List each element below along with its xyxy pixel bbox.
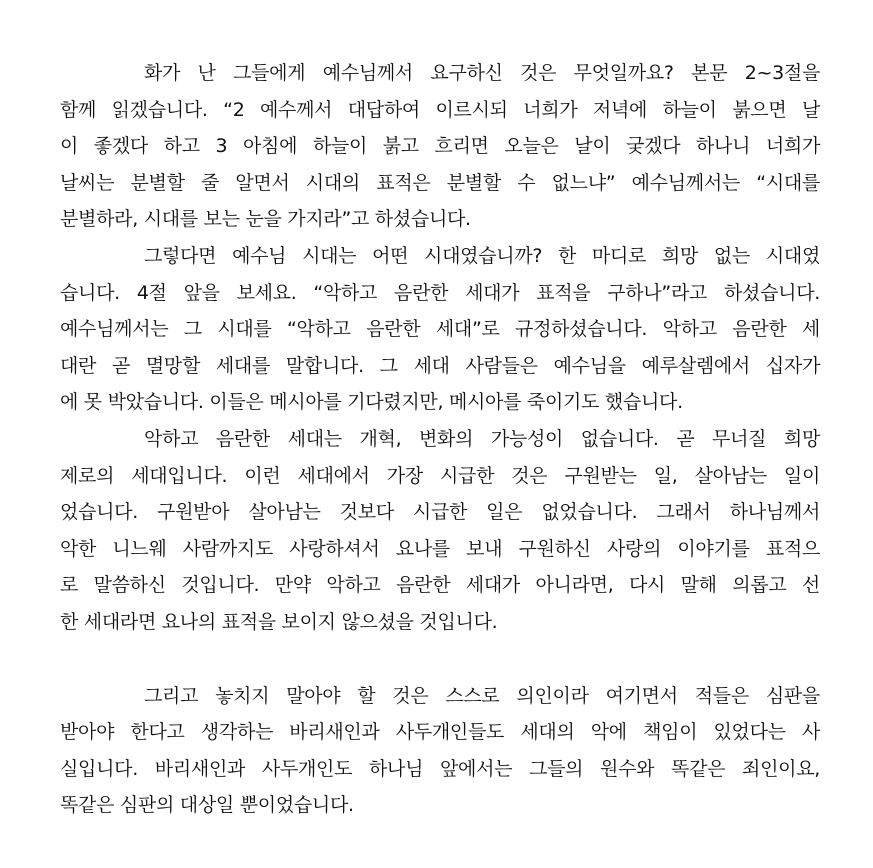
text-line: 분별하라, 시대를 보는 눈을 가지라”고 하셨습니다. [60,208,471,231]
paragraph-1 [60,55,820,238]
text-line: 받아야 한다고 생각하는 바리새인과 사두개인들도 세대의 악에 책임이 있었다는 사 [60,721,820,744]
text-line: 실입니다. 바리새인과 사두개인도 하나님 앞에서는 그들의 원수와 똑같은 죄인이요, [60,757,820,780]
text-line: 그렇다면 예수님 시대는 어떤 시대였습니까? 한 마디로 희망 없는 시대였 [144,244,820,267]
text-line: 제로의 세대입니다. 이런 세대에서 가장 시급한 것은 구원받는 일, 살아남는 일이 [60,464,820,487]
text-line: 한 세대라면 요나의 표적을 보이지 않으셨을 것입니다. [60,610,498,633]
text-line: 었습니다. 구원받아 살아남는 것보다 시급한 일은 없었습니다. 그래서 하나님께서 [60,501,820,524]
paragraph-3 [60,421,820,641]
text-line: 그리고 놓치지 말아야 할 것은 스스로 의인이라 여기면서 적들은 심판을 [144,684,820,707]
text-line: 로 말씀하신 것입니다. 만약 악하고 음란한 세대가 아니라면, 다시 말해 의롭고 선 [60,574,820,597]
text-line: 똑같은 심판의 대상일 뿐이었습니다. [60,794,354,817]
document-body [60,55,820,824]
text-line: 악하고 음란한 세대는 개혁, 변화의 가능성이 없습니다. 곧 무너질 희망 [144,427,820,450]
paragraph-2 [60,238,820,421]
text-line: 예수님께서는 그 시대를 “악하고 음란한 세대”로 규정하셨습니다. 악하고 음란한 세 [60,318,820,341]
text-line: 대란 곧 멸망할 세대를 말합니다. 그 세대 사람들은 예수님을 예루살렘에서 십자가 [60,354,820,377]
text-line: 습니다. 4절 앞을 보세요. “악하고 음란한 세대가 표적을 구하나”라고 하셨습니다. [60,281,820,304]
text-line: 악한 니느웨 사람까지도 사랑하셔서 요나를 보내 구원하신 사랑의 이야기를 표적으 [60,537,820,560]
text-line: 화가 난 그들에게 예수님께서 요구하신 것은 무엇일까요? 본문 2~3절을 [144,62,820,84]
text-line: 함께 읽겠습니다. “2 예수께서 대답하여 이르시되 너희가 저녁에 하늘이 붉으면 날 [60,98,820,121]
text-line: 에 못 박았습니다. 이들은 메시아를 기다렸지만, 메시아를 죽이기도 했습니다. [60,391,683,414]
text-line: 이 좋겠다 하고 3 아침에 하늘이 붉고 흐리면 오늘은 날이 궂겠다 하나니 너희가 [60,135,820,158]
paragraph-4 [60,678,820,824]
text-line: 날씨는 분별할 줄 알면서 시대의 표적은 분별할 수 없느냐” 예수님께서는 “시대를 [60,171,820,194]
paragraph-spacer [60,641,820,678]
